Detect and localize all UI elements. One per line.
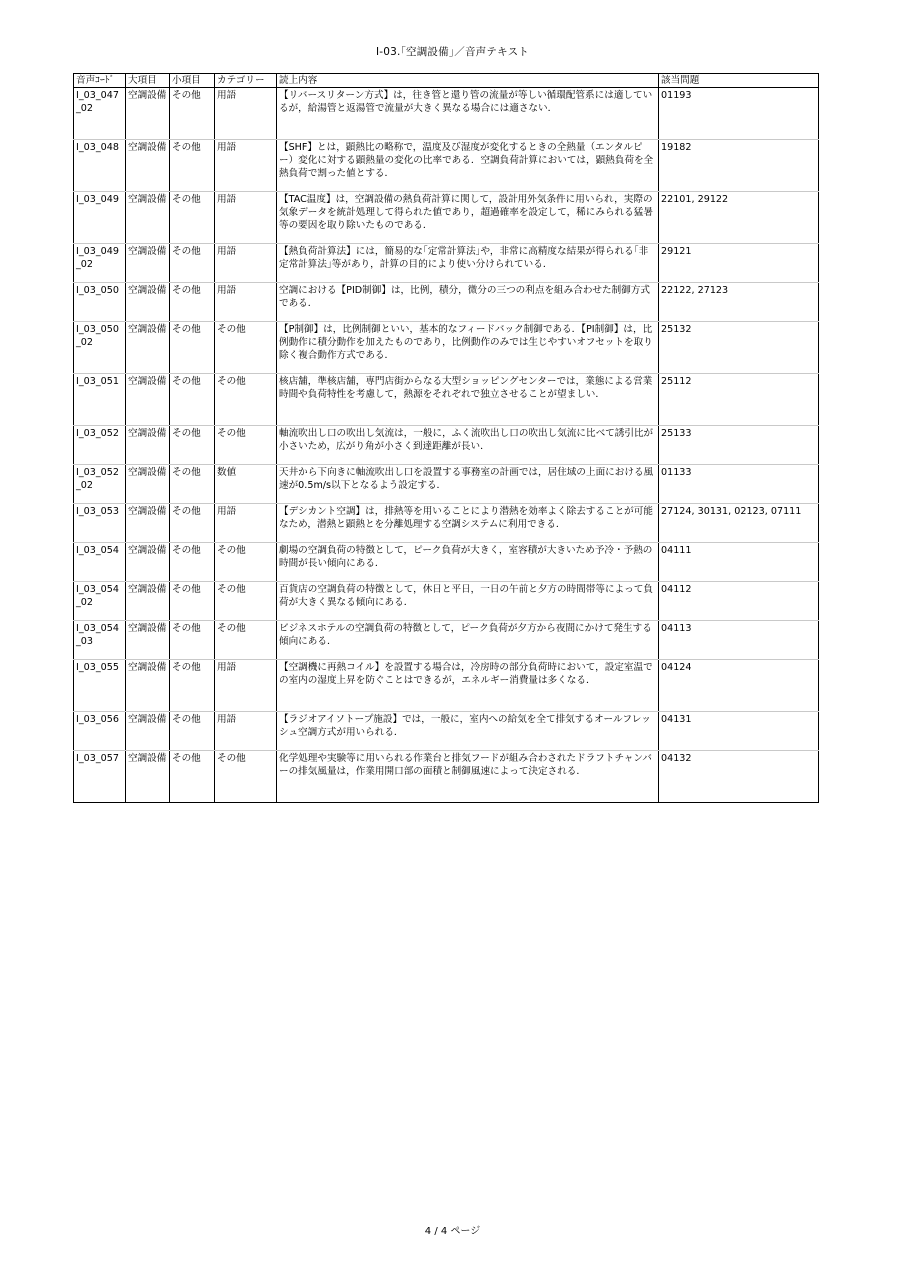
cell-category: その他	[215, 621, 277, 660]
cell-text: 天井から下向きに軸流吹出し口を設置する事務室の計画では，居住域の上面における風速が0.5m/s以下となるよう設定する．	[277, 465, 659, 504]
cell-minor: その他	[170, 751, 215, 803]
cell-refs: 04132	[659, 751, 819, 803]
cell-text: ビジネスホテルの空調負荷の特徴として，ピーク負荷が夕方から夜間にかけて発生する傾向にある．	[277, 621, 659, 660]
cell-refs: 25133	[659, 426, 819, 465]
cell-category: 用語	[215, 504, 277, 543]
cell-major: 空調設備	[126, 543, 170, 582]
table-row	[74, 660, 819, 712]
cell-major: 空調設備	[126, 88, 170, 140]
cell-major: 空調設備	[126, 751, 170, 803]
cell-code: Ⅰ_03_055	[74, 660, 126, 712]
cell-category: その他	[215, 543, 277, 582]
cell-minor: その他	[170, 88, 215, 140]
cell-category: 用語	[215, 283, 277, 322]
cell-minor: その他	[170, 543, 215, 582]
cell-code: Ⅰ_03_053	[74, 504, 126, 543]
page-number: 4 / 4 ページ	[424, 1226, 481, 1237]
cell-refs: 27124, 30131, 02123, 07111	[659, 504, 819, 543]
column-header-category: カテゴリー	[215, 74, 277, 88]
column-header-major: 大項目	[126, 74, 170, 88]
table-row	[74, 322, 819, 374]
cell-category: 用語	[215, 88, 277, 140]
cell-minor: その他	[170, 582, 215, 621]
table-row	[74, 140, 819, 192]
cell-category: その他	[215, 582, 277, 621]
table-row	[74, 374, 819, 426]
cell-major: 空調設備	[126, 140, 170, 192]
cell-category: 用語	[215, 660, 277, 712]
page-title: Ⅰ-03.｢空調設備｣／音声テキスト	[376, 46, 529, 58]
cell-code: Ⅰ_03_049_02	[74, 244, 126, 283]
cell-text: 【リバースリターン方式】は，往き管と還り管の流量が等しい循環配管系には適しているが，給湯管と返湯管で流量が大きく異なる場合には適さない．	[277, 88, 659, 140]
cell-major: 空調設備	[126, 582, 170, 621]
column-header-code: 音声ｺｰﾄﾞ	[74, 74, 126, 88]
cell-text: 核店舗，準核店舗，専門店街からなる大型ショッピングセンターでは，業態による営業時間や負荷特性を考慮して，熱源をそれぞれで独立させることが望ましい．	[277, 374, 659, 426]
table-row	[74, 504, 819, 543]
cell-code: Ⅰ_03_052_02	[74, 465, 126, 504]
cell-refs: 04111	[659, 543, 819, 582]
cell-text: 軸流吹出し口の吹出し気流は，一般に，ふく流吹出し口の吹出し気流に比べて誘引比が小さいため，広がり角が小さく到達距離が長い．	[277, 426, 659, 465]
cell-category: 用語	[215, 712, 277, 751]
cell-minor: その他	[170, 374, 215, 426]
cell-code: Ⅰ_03_054_02	[74, 582, 126, 621]
cell-major: 空調設備	[126, 504, 170, 543]
cell-minor: その他	[170, 660, 215, 712]
table-row	[74, 582, 819, 621]
cell-code: Ⅰ_03_048	[74, 140, 126, 192]
cell-text: 百貨店の空調負荷の特徴として，休日と平日，一日の午前と夕方の時間帯等によって負荷が大きく異なる傾向にある．	[277, 582, 659, 621]
cell-text: 【デシカント空調】は，排熱等を用いることにより潜熱を効率よく除去することが可能なため，潜熱と顕熱とを分離処理する空調システムに利用できる．	[277, 504, 659, 543]
cell-refs: 04124	[659, 660, 819, 712]
cell-category: 用語	[215, 244, 277, 283]
cell-minor: その他	[170, 283, 215, 322]
cell-minor: その他	[170, 621, 215, 660]
cell-category: その他	[215, 322, 277, 374]
cell-text: 化学処理や実験等に用いられる作業台と排気フードが組み合わされたドラフトチャンバーの排気風量は，作業用開口部の面積と制御風速によって決定される．	[277, 751, 659, 803]
table-row	[74, 751, 819, 803]
table-row	[74, 426, 819, 465]
cell-text: 【ラジオアイソトープ施設】では，一般に，室内への給気を全て排気するオールフレッシュ空調方式が用いられる．	[277, 712, 659, 751]
cell-category: 用語	[215, 192, 277, 244]
cell-text: 【空調機に再熱コイル】を設置する場合は，冷房時の部分負荷時において，設定室温での室内の湿度上昇を防ぐことはできるが，エネルギー消費量は多くなる．	[277, 660, 659, 712]
cell-refs: 29121	[659, 244, 819, 283]
cell-category: 用語	[215, 140, 277, 192]
cell-category: その他	[215, 426, 277, 465]
table-row	[74, 465, 819, 504]
cell-category: その他	[215, 374, 277, 426]
cell-code: Ⅰ_03_050_02	[74, 322, 126, 374]
cell-code: Ⅰ_03_051	[74, 374, 126, 426]
cell-major: 空調設備	[126, 244, 170, 283]
table-row	[74, 543, 819, 582]
column-header-refs: 該当問題	[659, 74, 819, 88]
cell-code: Ⅰ_03_049	[74, 192, 126, 244]
table-row	[74, 621, 819, 660]
cell-refs: 25132	[659, 322, 819, 374]
cell-text: 劇場の空調負荷の特徴として，ピーク負荷が大きく，室容積が大きいため予冷・予熱の時間が長い傾向にある．	[277, 543, 659, 582]
cell-refs: 19182	[659, 140, 819, 192]
cell-text: 【SHF】とは，顕熱比の略称で，温度及び湿度が変化するときの全熱量（エンタルピー）変化に対する顕熱量の変化の比率である．空調負荷計算においては，顕熱負荷を全熱負荷で割った値とする．	[277, 140, 659, 192]
cell-code: Ⅰ_03_056	[74, 712, 126, 751]
cell-minor: その他	[170, 426, 215, 465]
cell-major: 空調設備	[126, 283, 170, 322]
voice-text-table	[73, 73, 819, 803]
cell-minor: その他	[170, 712, 215, 751]
cell-code: Ⅰ_03_054	[74, 543, 126, 582]
cell-text: 【熱負荷計算法】には，簡易的な｢定常計算法｣や，非常に高精度な結果が得られる｢非定常計算法｣等があり，計算の目的により使い分けられている．	[277, 244, 659, 283]
cell-major: 空調設備	[126, 374, 170, 426]
cell-category: その他	[215, 751, 277, 803]
cell-major: 空調設備	[126, 712, 170, 751]
cell-text: 【P制御】は，比例制御といい，基本的なフィードバック制御である．【PI制御】は，比例動作に積分動作を加えたものであり，比例動作のみでは生じやすいオフセットを取り除く複合動作方式である．	[277, 322, 659, 374]
table-row	[74, 283, 819, 322]
cell-minor: その他	[170, 244, 215, 283]
table-row	[74, 244, 819, 283]
cell-code: Ⅰ_03_052	[74, 426, 126, 465]
table-row	[74, 88, 819, 140]
cell-refs: 04113	[659, 621, 819, 660]
cell-minor: その他	[170, 140, 215, 192]
column-header-minor: 小項目	[170, 74, 215, 88]
cell-major: 空調設備	[126, 192, 170, 244]
table-header-row	[74, 74, 819, 88]
cell-category: 数値	[215, 465, 277, 504]
cell-major: 空調設備	[126, 426, 170, 465]
cell-refs: 04112	[659, 582, 819, 621]
cell-refs: 01193	[659, 88, 819, 140]
cell-code: Ⅰ_03_054_03	[74, 621, 126, 660]
cell-refs: 22101, 29122	[659, 192, 819, 244]
cell-minor: その他	[170, 322, 215, 374]
cell-minor: その他	[170, 192, 215, 244]
column-header-text: 読上内容	[277, 74, 659, 88]
cell-major: 空調設備	[126, 660, 170, 712]
cell-minor: その他	[170, 465, 215, 504]
cell-major: 空調設備	[126, 322, 170, 374]
cell-text: 【TAC温度】は，空調設備の熱負荷計算に関して，設計用外気条件に用いられ，実際の気象データを統計処理して得られた値であり，超過確率を設定して，稀にみられる猛暑等の要因を取り除いたものである．	[277, 192, 659, 244]
cell-refs: 04131	[659, 712, 819, 751]
cell-major: 空調設備	[126, 465, 170, 504]
cell-refs: 01133	[659, 465, 819, 504]
cell-text: 空調における【PID制御】は，比例，積分，微分の三つの利点を組み合わせた制御方式である．	[277, 283, 659, 322]
cell-refs: 22122, 27123	[659, 283, 819, 322]
cell-major: 空調設備	[126, 621, 170, 660]
cell-code: Ⅰ_03_050	[74, 283, 126, 322]
table-row	[74, 192, 819, 244]
cell-code: Ⅰ_03_057	[74, 751, 126, 803]
cell-code: Ⅰ_03_047_02	[74, 88, 126, 140]
cell-minor: その他	[170, 504, 215, 543]
table-row	[74, 712, 819, 751]
cell-refs: 25112	[659, 374, 819, 426]
